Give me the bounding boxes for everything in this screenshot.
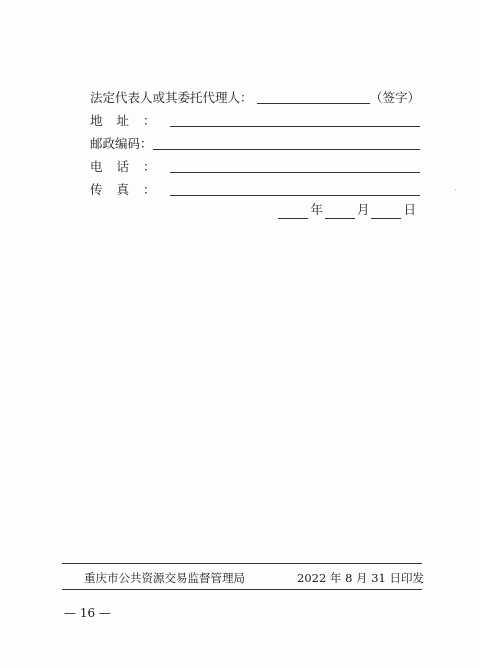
year-unit: 年 (310, 202, 323, 217)
day-unit: 日 (403, 202, 416, 217)
address-label: 地址： (90, 112, 170, 128)
phone-line (170, 171, 420, 173)
representative-signature-line (257, 102, 370, 104)
signature-form (90, 84, 420, 199)
scan-mark: · (454, 186, 457, 195)
postcode-label: 邮政编码： (90, 135, 153, 151)
phone-row (90, 153, 420, 176)
month-unit: 月 (356, 202, 370, 217)
footer-top-rule (62, 563, 422, 564)
page-number: — 16 — (64, 606, 111, 620)
phone-label: 电话： (90, 158, 170, 174)
footer-issuer: 重庆市公共资源交易监督管理局 (84, 571, 245, 585)
footer-issue-date: 2022 年 8 月 31 日印发 (297, 571, 424, 585)
day-blank (371, 204, 401, 219)
month-blank (325, 204, 355, 219)
fax-line (170, 194, 420, 196)
date-row (276, 200, 416, 219)
fax-row (90, 176, 420, 199)
footer-bottom-rule (62, 589, 422, 590)
year-blank (278, 204, 308, 219)
footer-info (84, 570, 424, 586)
address-row (90, 107, 420, 130)
representative-label: 法定代表人或其委托代理人： (90, 89, 253, 105)
postcode-row (90, 130, 420, 153)
fax-label: 传真： (90, 181, 170, 197)
representative-row (90, 84, 420, 107)
address-line (170, 125, 420, 127)
signature-note: （签字） (369, 89, 420, 105)
postcode-line (153, 148, 420, 150)
